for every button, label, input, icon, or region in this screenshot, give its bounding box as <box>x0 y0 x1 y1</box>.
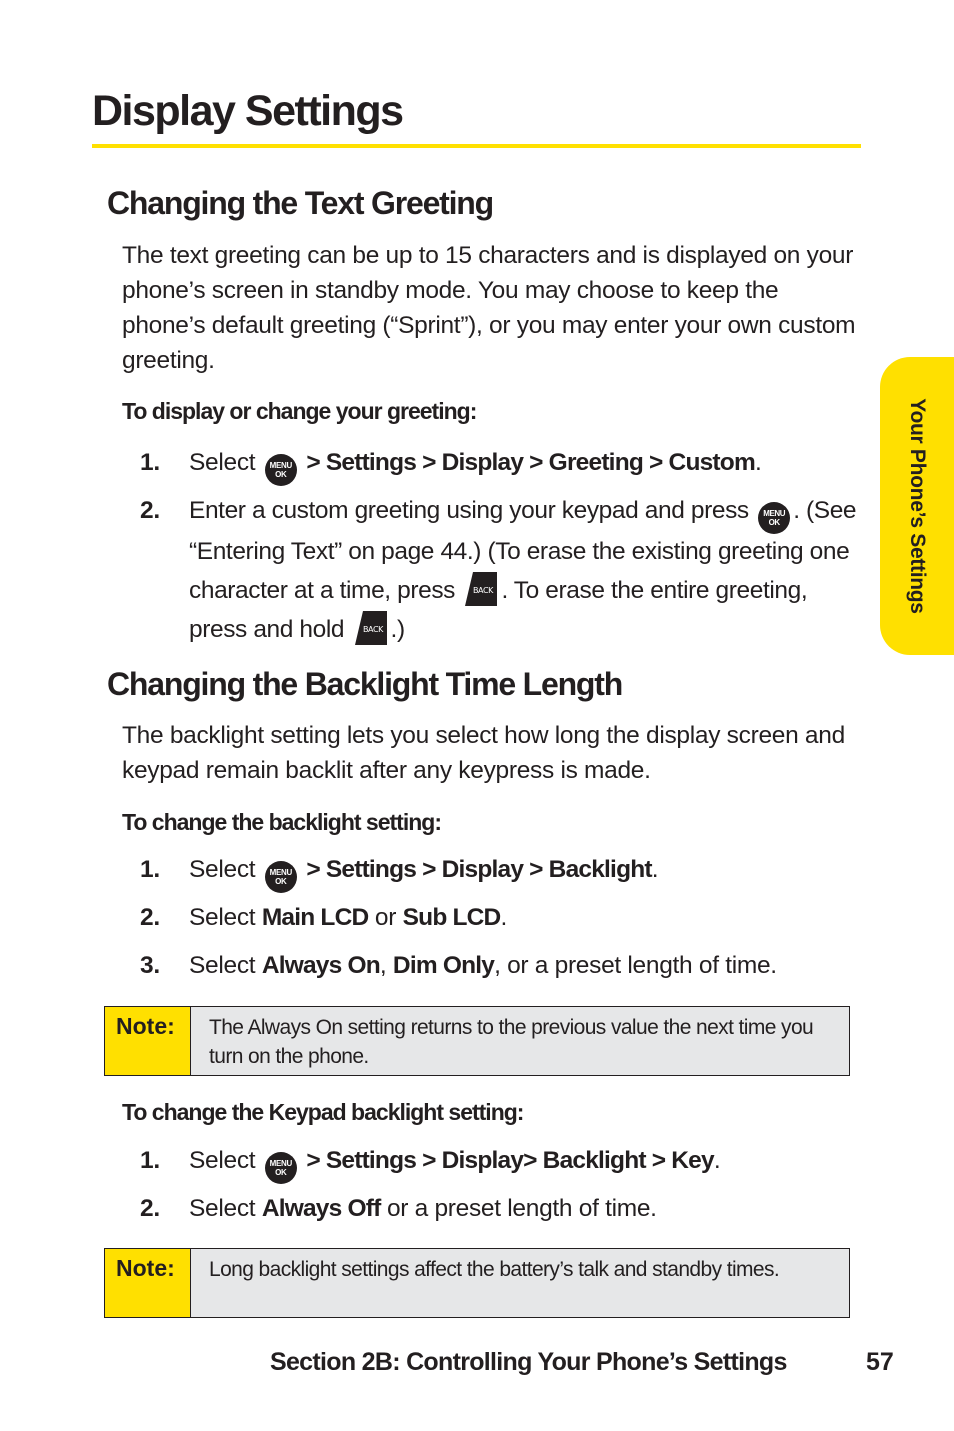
page-number: 57 <box>866 1348 894 1376</box>
section-intro-backlight: The backlight setting lets you select how long the display screen and keypad remain backlit after any keypress is made. <box>122 722 845 784</box>
step-number: 2. <box>140 904 160 931</box>
step-text: Enter a custom greeting using your keypad and press <box>189 497 749 524</box>
step-number: 1. <box>140 856 160 883</box>
page-title: Display Settings <box>92 87 403 135</box>
step-text: . To erase the entire greeting, press and hold <box>189 577 808 643</box>
option-dim-only: Dim Only <box>392 952 495 979</box>
note-text: The Always On setting returns to the previous value the next time you turn on the phone. <box>209 1016 814 1068</box>
menu-path: > Settings > Display> Backlight > Key <box>306 1147 714 1174</box>
svg-text:BACK: BACK <box>473 586 494 595</box>
note-box <box>104 1006 850 1076</box>
option-sub-lcd: Sub LCD <box>402 904 501 931</box>
step-number: 2. <box>140 497 160 524</box>
step-number: 3. <box>140 952 160 979</box>
back-key-icon <box>463 570 499 608</box>
option-always-off: Always Off <box>261 1195 381 1222</box>
procedure-heading-greeting: To display or change your greeting: <box>122 398 477 424</box>
menu-path: > Settings > Display > Greeting > Custom <box>306 449 755 476</box>
procedure-heading-keypad-backlight: To change the Keypad backlight setting: <box>122 1099 524 1125</box>
step-number: 1. <box>140 1147 160 1174</box>
note-label: Note: <box>105 1007 191 1075</box>
step-text: Select <box>189 449 256 476</box>
note-box <box>104 1248 850 1318</box>
footer-section-title: Section 2B: Controlling Your Phone’s Settings <box>270 1348 787 1376</box>
menu-ok-key-icon: MENU OK <box>265 1152 297 1184</box>
note-label: Note: <box>105 1249 191 1317</box>
side-tab-label: Your Phone’s Settings <box>906 398 929 614</box>
menu-ok-key-icon: MENU OK <box>758 502 790 534</box>
section-heading-backlight: Changing the Backlight Time Length <box>107 666 623 702</box>
procedure-heading-backlight: To change the backlight setting: <box>122 809 441 835</box>
menu-ok-key-icon: MENU OK <box>265 454 297 486</box>
svg-text:BACK: BACK <box>362 625 383 634</box>
side-tab <box>880 357 954 655</box>
section-heading-text-greeting: Changing the Text Greeting <box>107 185 494 221</box>
title-rule <box>92 144 861 148</box>
menu-ok-key-icon: MENU OK <box>265 861 297 893</box>
note-text: Long backlight settings affect the battery’s talk and standby times. <box>209 1258 780 1281</box>
step-number: 1. <box>140 449 160 476</box>
step-text: Select <box>189 856 256 883</box>
back-key-icon <box>353 609 389 647</box>
section-intro-text-greeting: The text greeting can be up to 15 characters and is displayed on your phone’s screen in standby mode. You may choose to keep the phone’s default greeting (“Sprint”), or you may enter your own custom greeting. <box>122 242 856 374</box>
menu-path: > Settings > Display > Backlight <box>306 856 652 883</box>
option-always-on: Always On <box>261 952 380 979</box>
step-number: 2. <box>140 1195 160 1222</box>
step-text: .) <box>390 616 405 643</box>
option-main-lcd: Main LCD <box>261 904 369 931</box>
step-text: . (See “Entering Text” on page 44.) (To erase the existing greeting one character at a time, press <box>189 497 857 604</box>
